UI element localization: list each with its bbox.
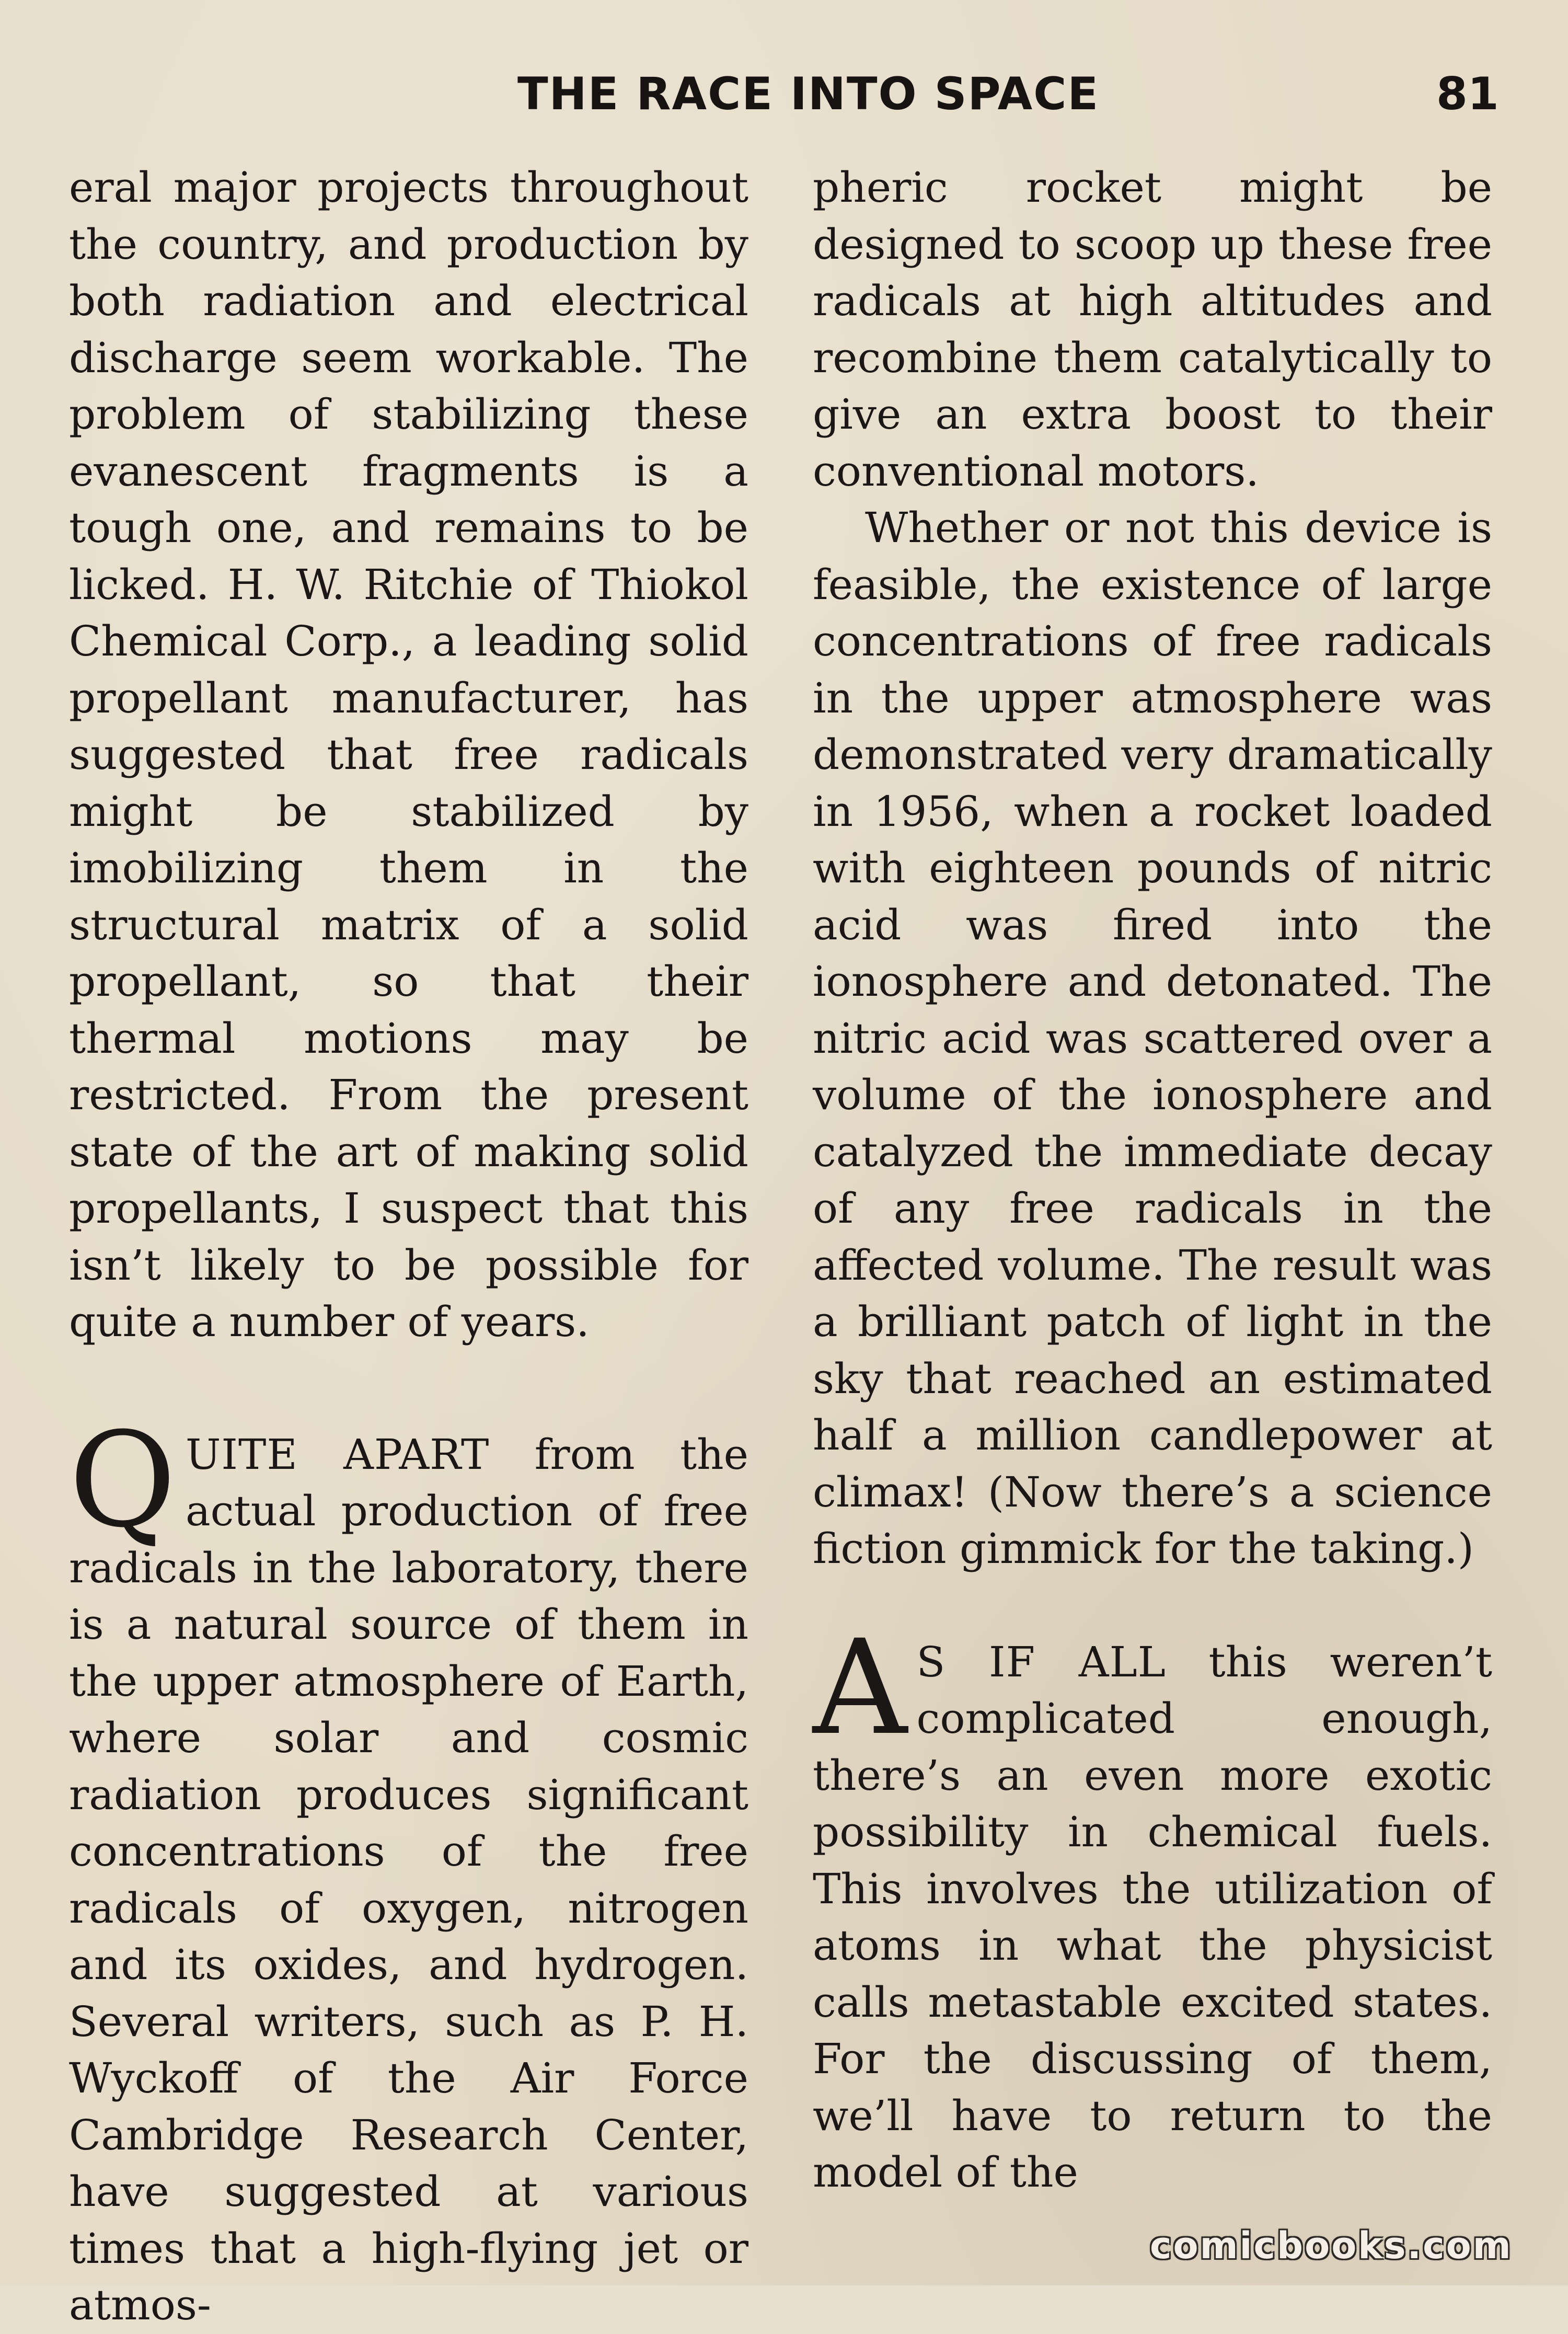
lead-in-small-caps: UITE APART — [185, 1430, 490, 1479]
right-paragraph-continuation: pheric rocket might be designed to scoop up these free radicals at high altitudes and recombine them catalytically to give an extra boost to their conventional motors. — [813, 163, 1492, 496]
drop-cap-a: A — [813, 1611, 907, 1764]
running-head-title: THE RACE INTO SPACE — [517, 68, 1100, 120]
left-column — [69, 159, 748, 2334]
page-number: 81 — [1436, 68, 1499, 120]
right-paragraph-whether: Whether or not this device is feasible, the existence of large concentrations of free radicals in the upper atmosphere was demonstrated very dramatically in 1956, when a rocket loaded with eighteen pounds of nitric acid was fired into the ionosphere and detonated. The nitric acid was scattered over a volume of the ionosphere and catalyzed the immediate decay of any free radicals in the affected volume. The result was a brilliant patch of light in the sky that reached an estimated half a million candlepower at climax! (Now there’s a science fiction gimmick for the taking.) — [813, 503, 1492, 1573]
left-paragraph-quite-apart — [69, 1404, 749, 2334]
paragraph-body: this weren’t complicated enough, there’s an even more exotic possibility in chemical fuels. This involves the utilization of atoms in what the physicist calls metastable excited states. For the discussing of them, we’ll have to return to the model of the — [813, 1637, 1492, 2197]
section-break — [813, 1578, 1492, 1634]
drop-cap-q: Q — [69, 1404, 176, 1556]
right-paragraph-as-if-all — [813, 1611, 1492, 2201]
right-column — [813, 159, 1492, 2201]
paragraph-body: from the actual production of free radicals in the laboratory, there is a natural source of them in the upper atmosphere of Earth, where solar and cosmic radiation produces significant concentrations of the free radicals of oxygen, nitrogen and its oxides, and hydrogen. Several writers, such as P. H. Wyckoff of the Air Force Cambridge Research Center, have suggested at various times that a high-flying jet or atmos- — [69, 1430, 749, 2329]
lead-in-small-caps: S IF ALL — [916, 1637, 1166, 1686]
left-paragraph-continuation: eral major projects throughout the country, and production by both radiation and electrical discharge seem workable. The problem of stabilizing these evanescent fragments is a tough one, and remains to be licked. H. W. Ritchie of Thiokol Chemical Corp., a leading solid propellant manufacturer, has suggested that free radicals might be stabilized by imobilizing them in the structural matrix of a solid propellant, so that their thermal motions may be restricted. From the present state of the art of making solid propellants, I suspect that this isn’t likely to be possible for quite a number of years. — [69, 163, 748, 1346]
watermark-text: comicbooks.com — [1150, 2224, 1513, 2267]
